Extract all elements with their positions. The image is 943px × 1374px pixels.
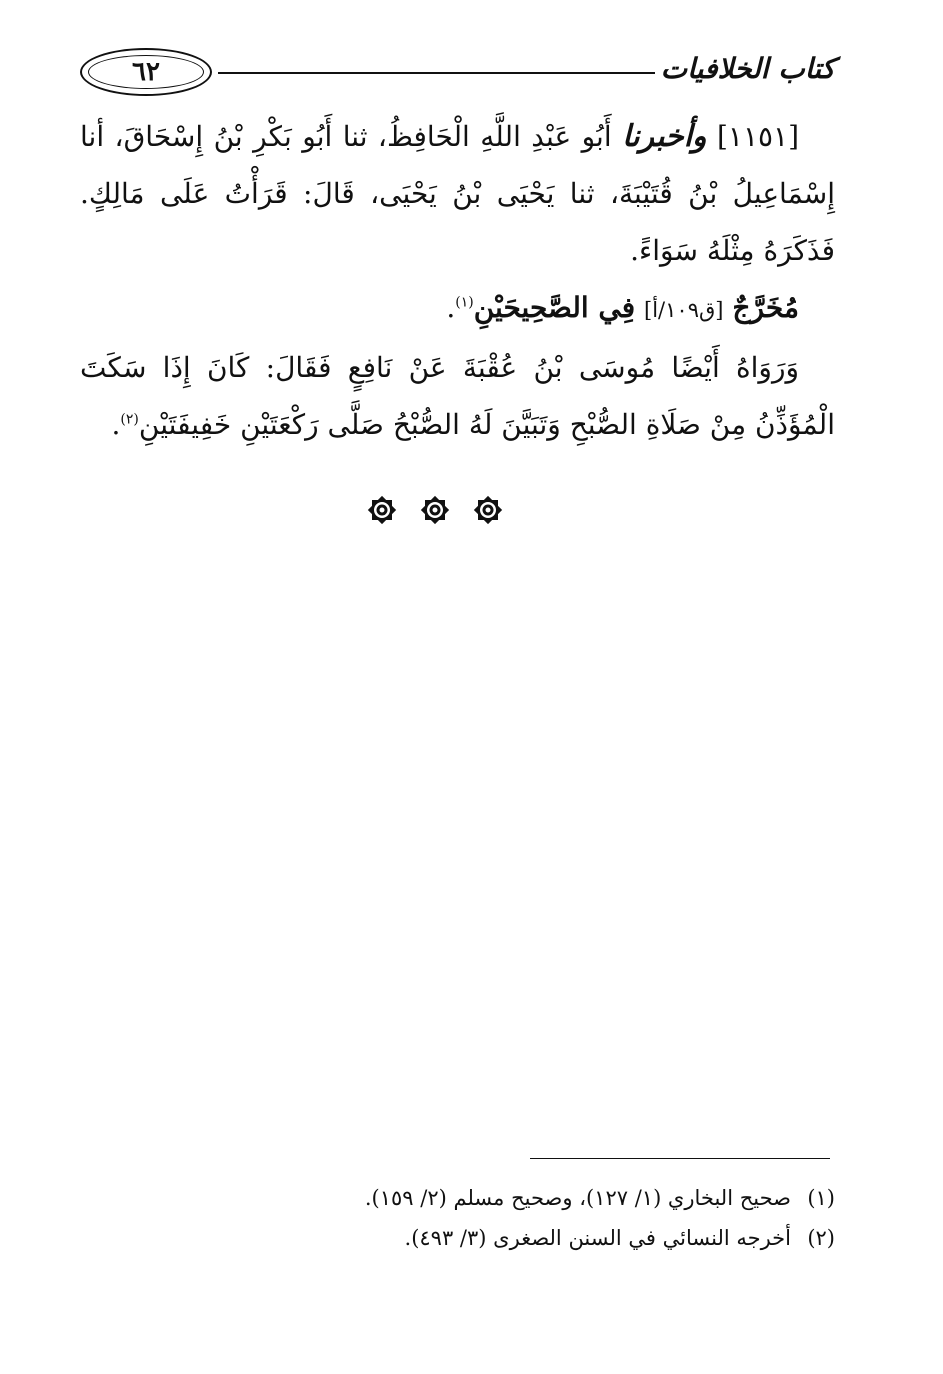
header-rule	[218, 72, 655, 74]
footnote-number: (١)	[807, 1186, 835, 1210]
footnote-marker-2: (٢)	[120, 411, 139, 428]
footnote-item	[80, 1218, 835, 1258]
sentence-end: .	[446, 291, 456, 324]
hadith-paragraph	[80, 108, 835, 279]
hadith-number: [١١٥١]	[716, 120, 799, 153]
footnote-marker-1: (١)	[455, 294, 474, 311]
takhrij-tail: فِي الصَّحِيحَيْنِ	[473, 291, 636, 324]
book-title: كتاب الخلافيات	[660, 52, 835, 85]
ornament-icon	[365, 493, 399, 527]
hadith-lead-word: وأخبرنا	[622, 119, 707, 154]
footnotes	[80, 1178, 835, 1258]
takhrij-paragraph	[80, 279, 835, 339]
footnote-text: صحيح البخاري (١/ ١٢٧)، وصحيح مسلم (٢/ ١٥٩).	[364, 1186, 791, 1210]
footnote-item	[80, 1178, 835, 1218]
sentence-end: .	[111, 408, 121, 441]
section-divider-ornaments	[365, 490, 505, 530]
footnote-number: (٢)	[807, 1226, 835, 1250]
ornament-icon	[471, 493, 505, 527]
main-text	[80, 108, 835, 453]
takhrij-label: مُخَرَّجٌ	[732, 291, 799, 324]
page-number-badge	[80, 48, 212, 96]
page-header	[80, 44, 835, 100]
riwaya-text: وَرَوَاهُ أَيْضًا مُوسَى بْنُ عُقْبَةَ عَنْ نَافِعٍ فَقَالَ: كَانَ إِذَا سَكَتَ الْمُؤَذِّنُ مِنْ صَلَاةِ الصُّبْحِ وَتَبَيَّنَ لَهُ الصُّبْحُ صَلَّى رَكْعَتَيْنِ خَفِيفَتَيْنِ	[80, 351, 835, 441]
ornament-icon	[418, 493, 452, 527]
manuscript-reference: [ق١٠٩/أ]	[644, 298, 724, 322]
footnote-separator	[530, 1158, 830, 1159]
hadith-text: أَبُو عَبْدِ اللَّهِ الْحَافِظُ، ثنا أَبُو بَكْرِ بْنُ إِسْحَاقَ، أنا إِسْمَاعِيلُ بْنُ قُتَيْبَةَ، ثنا يَحْيَى بْنُ يَحْيَى، قَالَ: قَرَأْتُ عَلَى مَالِكٍ. فَذَكَرَهُ مِثْلَهُ سَوَاءً.	[80, 120, 835, 267]
footnote-text: أخرجه النسائي في السنن الصغرى (٣/ ٤٩٣).	[404, 1226, 791, 1250]
page-number: ٦٢	[132, 57, 160, 87]
riwaya-paragraph	[80, 339, 835, 453]
